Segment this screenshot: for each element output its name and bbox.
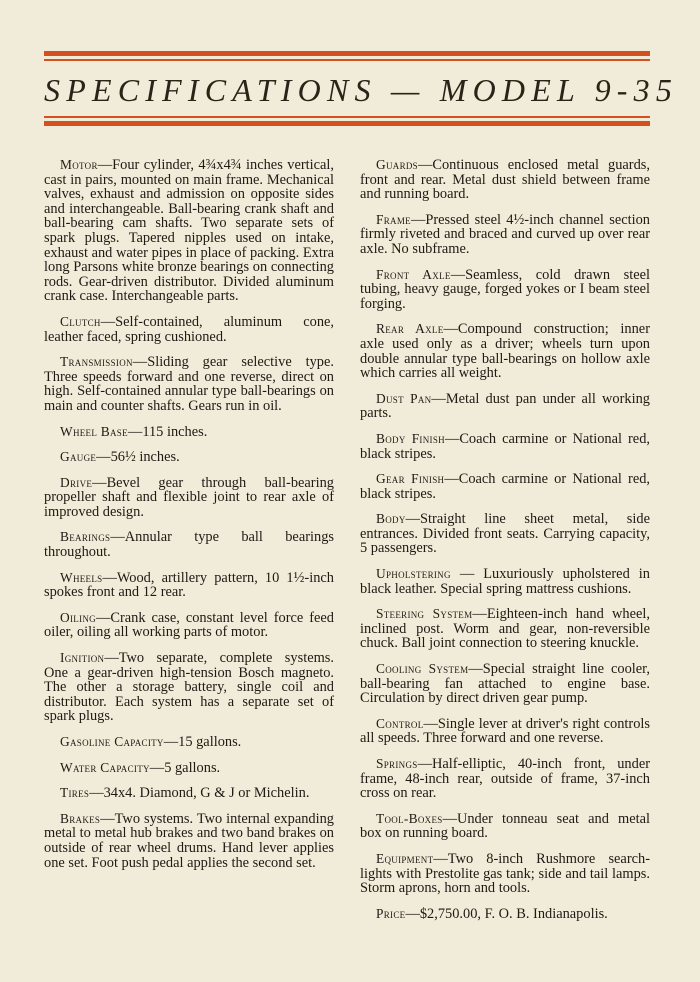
spec-gasoline-capacity: Gasoline Capacity—15 gallons. xyxy=(60,734,242,750)
spec-guards: Guards—Continuous enclosed metal guards, front and rear. Metal dust shield between frame and running board. xyxy=(360,157,650,203)
spec-control: Control—Single lever at driver's right controls all speeds. Three forward and one reverse. xyxy=(360,715,650,747)
spec-price: Price—$2,750.00, F. O. B. Indianapolis. xyxy=(376,905,608,922)
spec-ignition: Ignition—Two separate, complete systems. One a gear-driven high-tension Bosch magneto. The other a storage battery, single coil and distributor. Each system has a separate set of spark plugs. xyxy=(44,650,334,725)
spec-equipment: Equipment—Two 8-inch Rushmore search-lights with Prestolite gas tank; side and tail lamps. Storm aprons, horn and tools. xyxy=(360,850,650,897)
right-column xyxy=(360,158,650,932)
spec-drive: Drive—Bevel gear through ball-bearing propeller shaft and flexible joint to rear axle of improved design. xyxy=(44,474,334,520)
spec-front-axle: Front Axle—Seamless, cold drawn steel tubing, heavy gauge, forged yokes or I beam steel forging. xyxy=(360,266,650,312)
spec-dust-pan: Dust Pan—Metal dust pan under all working parts. xyxy=(360,390,650,422)
spec-body-finish: Body Finish—Coach carmine or National red, black stripes. xyxy=(360,430,650,462)
spec-gear-finish: Gear Finish—Coach carmine or National red, black stripes. xyxy=(360,471,651,502)
spec-frame: Frame—Pressed steel 4½-inch channel section firmly riveted and braced and curved up over rear axle. No subframe. xyxy=(360,211,650,257)
spec-clutch: Clutch—Self-contained, aluminum cone, leather faced, spring cushioned. xyxy=(44,313,334,345)
page-title: SPECIFICATIONS — MODEL 9-35 xyxy=(44,72,679,108)
bottom-rule-thin xyxy=(44,116,650,118)
left-column xyxy=(44,158,334,881)
spec-body: Body—Straight line sheet metal, side entrances. Divided front seats. Carrying capacity, 5 passengers. xyxy=(360,511,650,557)
spec-brakes: Brakes—Two systems. Two internal expanding metal to metal hub brakes and two band brakes on outside of rear wheel drums. Hand lever applies one set. Foot push pedal applies the second set. xyxy=(44,810,334,871)
spec-transmission: Transmission—Sliding gear selective type. Three speeds forward and one reverse, direct on high. Self-contained annular type ball-bearings on main and counter shafts. Gears run in oil. xyxy=(44,354,334,414)
spec-tool-boxes: Tool-Boxes—Under tonneau seat and metal box on running board. xyxy=(360,810,650,842)
spec-cooling-system: Cooling System—Special straight line cooler, ball-bearing fan attached to engine base. Circulation by direct driven gear pump. xyxy=(360,661,650,707)
spec-rear-axle: Rear Axle—Compound construction; inner axle used only as a driver; wheels turn upon double annular type ball-bearings on hollow axle which carries all weight. xyxy=(360,321,650,382)
spec-wheel-base: Wheel Base—115 inches. xyxy=(60,423,208,440)
top-rule-thin xyxy=(44,59,650,61)
top-rule-thick xyxy=(44,51,650,56)
spec-tires: Tires—34x4. Diamond, G & J or Michelin. xyxy=(60,785,310,802)
spec-oiling: Oiling—Crank case, constant level force feed oiler, oiling all working parts of motor. xyxy=(44,609,334,641)
spec-steering-system: Steering System—Eighteen-inch hand wheel, inclined post. Worm and gear, non-reversible chuck. Ball joint connection to steering knuckle. xyxy=(360,606,650,652)
spec-motor: Motor—Four cylinder, 4¾x4¾ inches vertical, cast in pairs, mounted on main frame. Mechanical valves, exhaust and admission on opposite sides and interchangeable. Ball-bearing crank shaft and ball-bearing cam shafts. Two separate sets of spark plugs. Tapered nipples used on intake, exhaust and water pipes in place of packing. Extra long Parsons white bronze bearings on connecting rods. Gear-driven distributor. Divided aluminum crank case. Interchangeable parts. xyxy=(44,157,334,305)
spec-bearings: Bearings—Annular type ball bearings throughout. xyxy=(44,529,334,561)
spec-springs: Springs—Half-elliptic, 40-inch front, under frame, 48-inch rear, outside of frame, 37-inch cross on rear. xyxy=(360,756,650,802)
spec-wheels: Wheels—Wood, artillery pattern, 10 1½-inch spokes front and 12 rear. xyxy=(44,569,334,601)
spec-upholstering: Upholstering — Luxuriously upholstered in black leather. Special spring mattress cushions. xyxy=(360,566,650,597)
spec-water-capacity: Water Capacity—5 gallons. xyxy=(60,759,221,776)
spec-gauge: Gauge—56½ inches. xyxy=(60,449,180,466)
bottom-rule-thick xyxy=(44,121,650,126)
